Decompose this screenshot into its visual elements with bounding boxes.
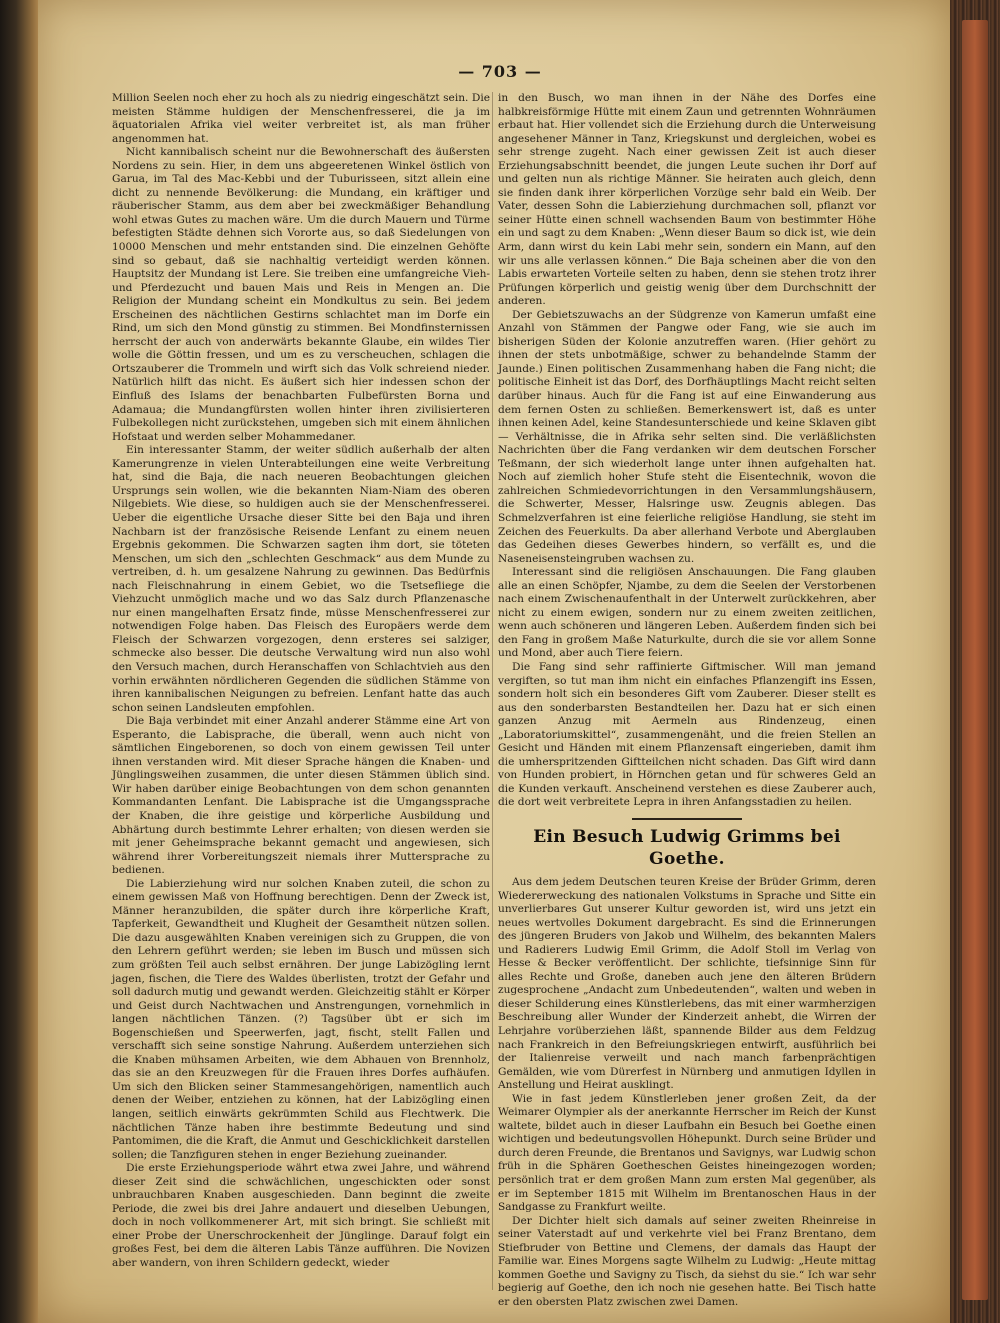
- right-paragraph: in den Busch, wo man ihnen in der Nähe des Dorfes eine halbkreisförmige Hütte mit einem Zaun und getrennten Wohnräumen erbaut hat. Hier vollendet sich die Erziehung durch die Unterweisung angesehener Männer in Tanz, Kriegskunst und dergleichen, wobei es sehr strenge zugeht. Nach einer gewissen Zeit ist auch dieser Erziehungsabschnitt beendet, die jungen Leute suchen ihr Dorf auf und gelten nun als richtige Männer. Sie heiraten auch gleich, denn sie finden dank ihrer körperlichen Vorzüge sehr bald ein Weib. Der Vater, dessen Sohn die Labierziehung durchmachen soll, pflanzt vor seiner Hütte einen schnell wachsenden Baum von bestimmter Höhe ein und sagt zu dem Knaben: „Wenn dieser Baum so dick ist, wie dein Arm, dann wirst du kein Labi mehr sein, sondern ein Mann, auf den wir uns alle verlassen können.“ Die Baja scheinen aber die von den Labis erwarteten Vorteile selten zu haben, denn sie stehen trotz ihrer Prüfungen körperlich und geistig wenig über dem Durchschnitt der anderen.: [498, 92, 876, 308]
- article-paragraph: Der Dichter hielt sich damals auf seiner zweiten Rheinreise in seiner Vaterstadt auf und verkehrte viel bei Franz Brentano, dem Stiefbruder von Bettine und Clemens, der damals das Haupt der Familie war. Eines Morgens sagte Wilhelm zu Ludwig: „Heute mittag kommen Goethe und Savigny zu Tisch, da siehst du sie.“ Ich war sehr begierig auf Goethe, den ich noch nie gesehen hatte. Bei Tisch hatte er den obersten Platz zwischen zwei Damen.: [498, 1214, 876, 1308]
- right-column: [498, 92, 876, 1308]
- right-paragraph: Der Gebietszuwachs an der Südgrenze von Kamerun umfaßt eine Anzahl von Stämmen der Pangwe oder Fang, wie sie auch im bisherigen Süden der Kolonie anzutreffen waren. (Hier gehört zu ihnen der stets unbotmäßige, schwer zu behandelnde Stamm der Jaunde.) Einen politischen Zusammenhang haben die Fang nicht; die politische Einheit ist das Dorf, des Dorfhäuptlings Macht reicht selten darüber hinaus. Auch für die Fang ist auf eine Einwanderung aus dem fernen Osten zu schließen. Bemerkenswert ist, daß es unter ihnen keinen Adel, keine Standesunterschiede und keine Sklaven gibt — Verhältnisse, die in Afrika sehr selten sind. Die verläßlichsten Nachrichten über die Fang verdanken wir dem deutschen Forscher Teßmann, der sich wiederholt lange unter ihnen aufgehalten hat. Noch auf ziemlich hoher Stufe steht die Eisentechnik, wovon die zahlreichen Schmiedevorrichtungen in den Versammlungshäusern, die Schwerter, Messer, Halsringe usw. Zeugnis ablegen. Das Schmelzverfahren ist eine feierliche religiöse Handlung, sie steht im Zeichen des Feuerkults. Da aber allerhand Verbote und Aberglauben das Gedeihen dieses Gewerbes hindern, so verfällt es, und die Naseneisensteingruben wachsen zu.: [498, 308, 876, 565]
- left-paragraph: Nicht kannibalisch scheint nur die Bewohnerschaft des äußersten Nordens zu sein. Hier, in dem uns abgeeretenen Winkel östlich von Garua, im Tal des Mac-Kebbi und der Tuburisseen, sitzt allein eine dicht zu nennende Bevölkerung: die Mundang, ein kräftiger und räuberischer Stamm, aus dem aber bei zweckmäßiger Behandlung wohl etwas Gutes zu machen wäre. Um die durch Mauern und Türme befestigten Städte dehnen sich Vororte aus, so daß Siedelungen von 10000 Menschen und mehr entstanden sind. Die einzelnen Gehöfte sind so gebaut, daß sie nachhaltig verteidigt werden können. Hauptsitz der Mundang ist Lere. Sie treiben eine umfangreiche Vieh- und Pferdezucht und bauen Mais und Reis in Mengen an. Die Religion der Mundang scheint ein Mondkultus zu sein. Bei jedem Erscheinen des nächtlichen Gestirns schlachtet man im Dorfe ein Rind, um sich den Mond günstig zu stimmen. Bei Mondfinsternissen herrscht der auch von anderwärts bekannte Glaube, ein wildes Tier wolle die Göttin fressen, und um es zu verscheuchen, schlagen die Ortszauberer die Trommeln und wirft sich das Volk schreiend nieder. Natürlich hilft das nicht. Es äußert sich hier indessen schon der Einfluß des Islams der benachbarten Fulbefürsten Borna und Adamaua; die Mundangfürsten wollen hinter ihren zivilisierteren Fulbekollegen nicht zurückstehen, umgeben sich mit einem ähnlichen Hofstaat und werden selber Mohammedaner.: [112, 146, 490, 443]
- book-spine-edge: [950, 0, 1000, 1323]
- right-paragraph: Interessant sind die religiösen Anschauungen. Die Fang glauben alle an einen Schöpfer, Njambe, zu dem die Seelen der Verstorbenen nach einem Zwischenaufenthalt in der Unterwelt zurückkehren, aber nicht zu einem ewigen, sondern nur zu einem zweiten zeitlichen, wenn auch schöneren und längeren Leben. Außerdem finden sich bei den Fang in großem Maße Naturkulte, durch die sie vor allem Sonne und Mond, aber auch Tiere feiern.: [498, 566, 876, 660]
- left-paragraph: Die erste Erziehungsperiode währt etwa zwei Jahre, und während dieser Zeit sind die schwächlichen, ungeschickten oder sonst unbrauchbaren Knaben ausgeschieden. Dann beginnt die zweite Periode, die zwei bis drei Jahre andauert und dieselben Uebungen, doch in noch vollkommenerer Art, mit sich bringt. Sie schließt mit einer Probe der Unerschrockenheit der Jünglinge. Darauf folgt ein großes Fest, bei dem die älteren Labis Tänze aufführen. Die Novizen aber wandern, von ihren Schildern gedeckt, wieder: [112, 1162, 490, 1270]
- left-paragraph: Die Baja verbindet mit einer Anzahl anderer Stämme eine Art von Esperanto, die Labisprache, die überall, wenn auch nicht von sämtlichen Eingeborenen, so doch von einem gewissen Teil unter ihnen verstanden wird. Mit dieser Sprache hängen die Knaben- und Jünglingsweihen zusammen, die unter diesen Stämmen üblich sind. Wir haben darüber einige Beobachtungen von dem schon genannten Kommandanten Lenfant. Die Labisprache ist die Umgangssprache der Knaben, die ihre geistige und körperliche Ausbildung und Abhärtung durch bestimmte Lehrer erhalten; von diesen werden sie mit jener Geheimsprache bekannt gemacht und angewiesen, sich während ihrer Vorbereitungszeit niemals ihrer Muttersprache zu bedienen.: [112, 715, 490, 877]
- article-separator-rule: [632, 818, 742, 820]
- left-column: [112, 92, 490, 1290]
- left-paragraph: Million Seelen noch eher zu hoch als zu niedrig eingeschätzt sein. Die meisten Stämme huldigen der Menschenfresserei, die ja im äquatorialen Afrika viel weiter verbreitet ist, als man früher angenommen hat.: [112, 92, 490, 145]
- left-paragraph: Die Labierziehung wird nur solchen Knaben zuteil, die schon zu einem gewissen Maß von Hoffnung berechtigen. Denn der Zweck ist, Männer heranzubilden, die später durch ihre körperliche Kraft, Tapferkeit, Gewandtheit und Klugheit der Gesamtheit nützen sollen. Die dazu ausgewählten Knaben vereinigen sich zu Gruppen, die von den Lehrern geführt werden; sie leben im Busch und müssen sich zum größten Teil auch selbst ernähren. Der junge Labizögling lernt jagen, fischen, die Tiere des Waldes überlisten, trotzt der Gefahr und soll dadurch mutig und gewandt werden. Gleichzeitig stählt er Körper und Geist durch Nachtwachen und Anstrengungen, vornehmlich in langen nächtlichen Tänzen. (?) Tagsüber übt er sich im Bogenschießen und Speerwerfen, jagt, fischt, stellt Fallen und verschafft sich seine sonstige Nahrung. Außerdem unterziehen sich die Knaben mühsamen Arbeiten, wie dem Abhauen von Brennholz, das sie an den Kreuzwegen für die Frauen ihres Dorfes aufhäufen. Um sich den Blicken seiner Stammesangehörigen, namentlich auch denen der Weiber, entziehen zu können, hat der Labizögling einen langen, seitlich einwärts gekrümmten Schild aus Flechtwerk. Die nächtlichen Tänze haben ihre bestimmte Bedeutung und sind Pantomimen, die die Kraft, die Anmut und Geschicklichkeit darstellen sollen; die Tanzfiguren stehen in enger Beziehung zueinander.: [112, 877, 491, 1161]
- column-divider: [492, 92, 493, 1290]
- right-paragraph: Die Fang sind sehr raffinierte Giftmischer. Will man jemand vergiften, so tut man ihm nicht ein einfaches Pflanzengift ins Essen, sondern holt sich ein besonderes Gift vom Zauberer. Dieser stellt es aus den sonderbarsten Bestandteilen her. Dazu hat er sich einen ganzen Anzug mit Aermeln aus Rindenzeug, einen „Laboratoriumskittel“, zusammengenäht, und die freien Stellen an Gesicht und Händen mit einem Pflanzensaft eingerieben, damit ihm die umherspritzenden Giftteilchen nicht schaden. Das Gift wird dann von Hunden probiert, in Hörnchen getan und für schweres Geld an die Kunden verkauft. Anscheinend verstehen es diese Zauberer auch, die dort weit verbreitete Lepra in ihren Anfangsstadien zu heilen.: [498, 660, 876, 809]
- left-paragraph: Ein interessanter Stamm, der weiter südlich außerhalb der alten Kamerungrenze in vielen Unterabteilungen eine weite Verbreitung hat, sind die Baja, die nach neueren Beobachtungen gleichen Ursprungs sein wollen, wie die bekannten Niam-Niam des oberen Nilgebiets. Wie diese, so huldigen auch sie der Menschenfresserei. Ueber die eigentliche Ursache dieser Sitte bei den Baja und ihren Nachbarn ist der französische Reisende Lenfant zu einem neuen Ergebnis gekommen. Die Schwarzen sagten ihm dort, sie töteten Menschen, um sich den „schlechten Geschmack“ aus dem Munde zu vertreiben, d. h. um gesalzene Nahrung zu gewinnen. Das Bedürfnis nach Fleischnahrung in einem Gebiet, wo die Tsetsefliege die Viehzucht unmöglich mache und wo das Salz durch Pflanzenasche nur einen mangelhaften Ersatz finde, müsse Menschenfresserei zur notwendigen Folge haben. Das Fleisch des Europäers werde dem Fleisch der Schwarzen vorgezogen, denn ersteres sei salziger, schmecke also besser. Die deutsche Verwaltung wird nun also wohl den Versuch machen, durch Heranschaffen von Schlachtvieh aus den vorhin erwähnten nördlicheren Gegenden die südlichen Stämme von ihren kannibalischen Neigungen zu befreien. Lenfant hatte das auch schon seinen Landsleuten empfohlen.: [112, 444, 490, 714]
- page-number: — 703 —: [458, 62, 542, 81]
- article-title: Ein Besuch Ludwig Grimms bei Goethe.: [533, 826, 841, 869]
- book-gutter: [0, 0, 40, 1323]
- article-paragraph: Wie in fast jedem Künstlerleben jener großen Zeit, da der Weimarer Olympier als der anerkannte Herrscher im Reich der Kunst waltete, bildet auch in dieser Laufbahn ein Besuch bei Goethe einen wichtigen und bedeutungsvollen Höhepunkt. Durch seine Brüder und durch deren Freunde, die Brentanos und Savignys, war Ludwig schon früh in die Sphären Goetheschen Geistes hineingezogen worden; persönlich trat er dem großen Mann zum ersten Mal gegenüber, als er im September 1815 mit Wilhelm im Brentanoschen Haus in der Sandgasse zu Frankfurt weilte.: [498, 1092, 876, 1214]
- article-paragraph: Aus dem jedem Deutschen teuren Kreise der Brüder Grimm, deren Wiedererweckung des nationalen Volkstums in Sprache und Sitte ein unverlierbares Gut unserer Kultur geworden ist, wird uns jetzt ein neues wertvolles Dokument dargebracht. Es sind die Erinnerungen des jüngeren Bruders von Jakob und Wilhelm, des bekannten Malers und Radierers Ludwig Emil Grimm, die Adolf Stoll im Verlag von Hesse & Becker veröffentlicht. Der schlichte, tiefsinnige Sinn für alles Rechte und Große, daneben auch jene den älteren Brüdern zugesprochene „Andacht zum Unbedeutenden“, walten und weben in dieser Schilderung eines Künstlerlebens, das mit einer warmherzigen Beschreibung aller Wunder der Kinderzeit anhebt, die Wirren der Lehrjahre vorüberziehen läßt, spannende Bilder aus dem Feldzug nach Frankreich in den Befreiungskriegen entwirft, ausführlich bei der Italienreise verweilt und nach manch farbenprächtigen Gemälden, wie vom Dürerfest in Nürnberg und anmutigen Idyllen in Anstellung und Heirat ausklingt.: [498, 875, 876, 1092]
